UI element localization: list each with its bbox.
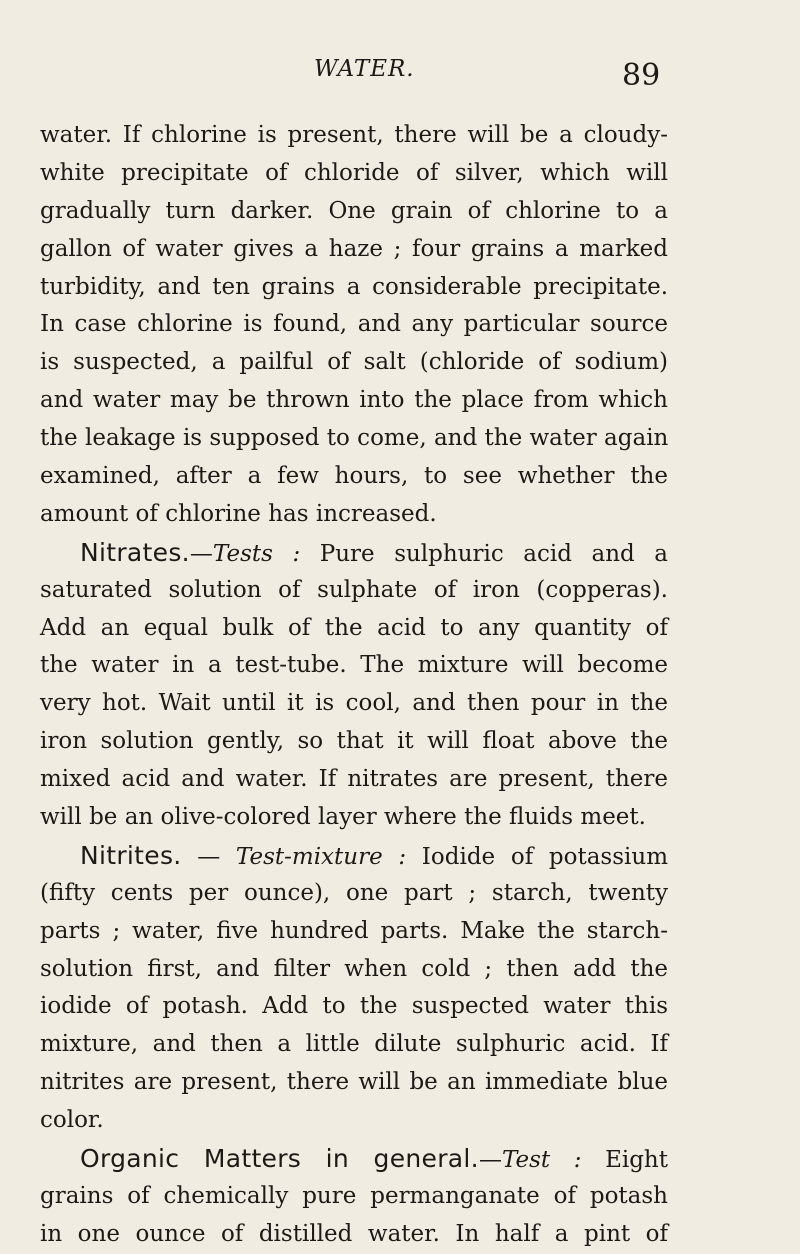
- text-line: white precipitate of chloride of silver, which will: [40, 159, 668, 186]
- text-line: mixed acid and water. If nitrates are present, there: [40, 766, 668, 793]
- running-head: WATER.: [314, 56, 415, 82]
- text-line: amount of chlorine has increased.: [40, 500, 437, 527]
- text-line: grains of chemically pure permanganate of potash: [40, 1182, 668, 1209]
- text-line: saturated solution of sulphate of iron (copperas).: [40, 576, 668, 603]
- text-line: (fifty cents per ounce), one part ; starch, twenty: [40, 879, 668, 906]
- text-line: examined, after a few hours, to see whether the: [40, 463, 668, 490]
- text-line: color.: [40, 1107, 104, 1134]
- nitrites-label: Test-mixture :: [235, 843, 407, 870]
- text-line: the water in a test-tube. The mixture will become: [40, 652, 668, 679]
- text-line: iodide of potash. Add to the suspected water this: [40, 993, 668, 1020]
- text-line: solution first, and filter when cold ; then add the: [40, 955, 668, 982]
- text-line: the leakage is supposed to come, and the water again: [40, 425, 669, 452]
- text-line: in one ounce of distilled water. In half a pint of: [40, 1220, 668, 1247]
- nitrates-first-line: Pure sulphuric acid and a: [300, 540, 669, 567]
- body-text: [40, 117, 668, 1254]
- organic-heading: Organic Matters in general.: [80, 1144, 479, 1174]
- text-line: iron solution gently, so that it will float above the: [40, 728, 668, 755]
- text-line: nitrites are present, there will be an immediate blue: [40, 1069, 668, 1096]
- organic-heading-line: [40, 1140, 668, 1178]
- nitrates-label: Tests :: [212, 540, 301, 567]
- text-line: In case chlorine is found, and any particular source: [40, 311, 668, 338]
- organic-dash: —: [478, 1147, 502, 1174]
- text-line: will be an olive-colored layer where the fluids meet.: [40, 804, 646, 831]
- text-line: parts ; water, five hundred parts. Make the starch-: [40, 917, 668, 944]
- nitrites-heading: Nitrites.: [80, 840, 182, 870]
- text-line: gradually turn darker. One grain of chlorine to a: [40, 197, 668, 224]
- nitrates-heading-line: [40, 534, 668, 572]
- organic-label: Test :: [501, 1147, 582, 1174]
- text-line: Add an equal bulk of the acid to any quantity of: [40, 614, 668, 641]
- nitrites-first-line: Iodide of potassium: [406, 843, 668, 870]
- text-line: turbidity, and ten grains a considerable precipitate.: [40, 273, 668, 300]
- nitrites-heading-line: [40, 837, 668, 875]
- text-line: and water may be thrown into the place from which: [40, 387, 668, 414]
- text-line: water. If chlorine is present, there will be a cloudy-: [40, 122, 668, 148]
- nitrates-heading: Nitrates.: [80, 537, 190, 567]
- nitrates-dash: —: [189, 540, 213, 567]
- organic-first-line: Eight: [581, 1147, 668, 1174]
- text-line: gallon of water gives a haze ; four grains a marked: [40, 235, 668, 262]
- page-number: 89: [622, 58, 661, 93]
- text-line: very hot. Wait until it is cool, and then pour in the: [40, 690, 668, 717]
- nitrites-dash: —: [181, 843, 236, 870]
- text-line: is suspected, a pailful of salt (chloride of sodium): [40, 349, 668, 376]
- text-line: mixture, and then a little dilute sulphuric acid. If: [40, 1031, 668, 1058]
